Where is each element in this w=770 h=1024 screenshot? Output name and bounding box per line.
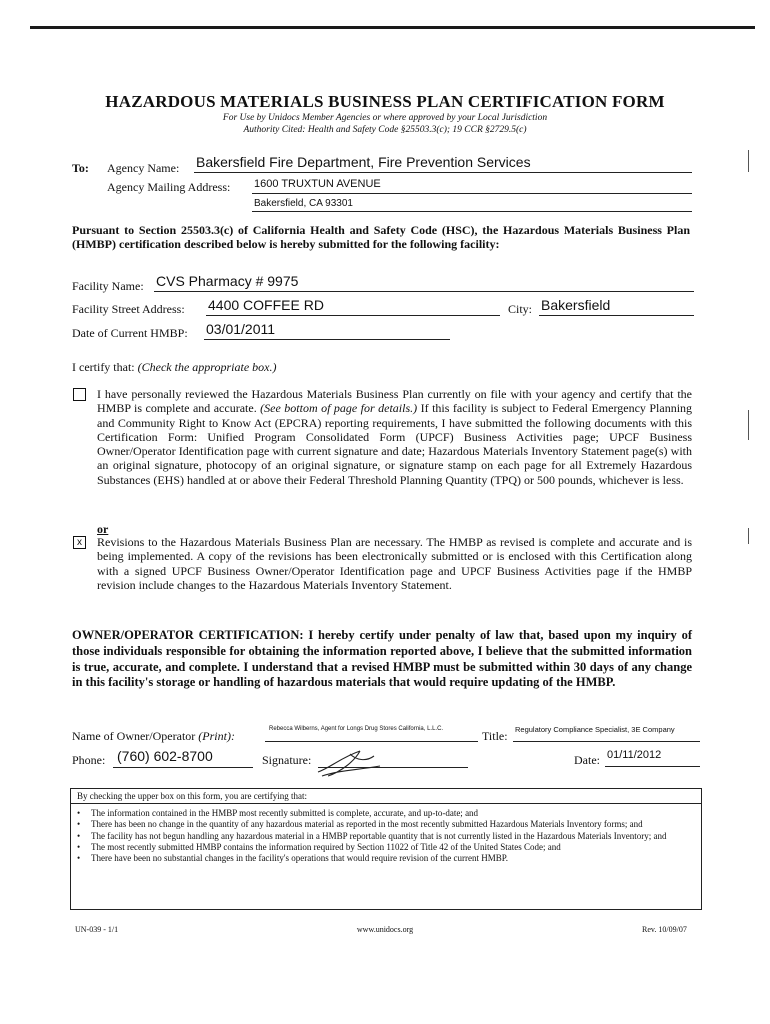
facility-city-value[interactable]: Bakersfield <box>541 297 611 313</box>
hmbp-date-label: Date of Current HMBP: <box>72 326 188 340</box>
footer-url: www.unidocs.org <box>356 925 414 934</box>
scan-edge-mark <box>748 150 749 172</box>
form-subtitle-usage: For Use by Unidocs Member Agencies or where approved by your Local Jurisdiction <box>222 113 548 123</box>
date-label: Date: <box>574 753 600 767</box>
option2-text: Revisions to the Hazardous Materials Business Plan are necessary. The HMBP as revised is complete and accurate and is being implemented. A copy of the revisions has been electronically submitted or is enclosed with this Certification along with a signed UPCF Business Owner/Operator Identification page and UPCF Business Activities page if the HMBP revision include changes to the Hazardous Materials Inventory Statement. <box>97 535 692 592</box>
facility-street-value[interactable]: 4400 COFFEE RD <box>208 297 324 313</box>
handwritten-signature <box>310 746 390 780</box>
details-bullet-3: • The facility has not begun handling any hazardous material in a HMBP reportable quantity that is not currently listed in the Hazardous Materials Inventory; and <box>81 831 695 842</box>
details-bullet-4: • The most recently submitted HMBP contains the information required by Section 11022 of Title 42 of the United States Code; and <box>81 842 695 853</box>
owner-cert-heading: OWNER/OPERATOR CERTIFICATION: <box>72 628 304 642</box>
agency-name-value[interactable]: Bakersfield Fire Department, Fire Prevention Services <box>196 154 531 170</box>
hmbp-date-value[interactable]: 03/01/2011 <box>206 321 276 337</box>
facility-name-underline <box>154 291 694 292</box>
owner-name-underline <box>265 741 478 742</box>
option1-text <box>97 387 692 487</box>
details-intro: By checking the upper box on this form, you are certifying that: <box>77 791 307 801</box>
scan-edge-mark <box>748 528 749 544</box>
certification-details-box <box>70 788 702 910</box>
phone-label: Phone: <box>72 753 106 767</box>
footer-revision: Rev. 10/09/07 <box>642 925 687 934</box>
facility-city-underline <box>539 315 694 316</box>
owner-title-underline <box>513 741 700 742</box>
scan-edge-mark <box>748 410 749 440</box>
certify-label-text: I certify that: <box>72 360 135 374</box>
owner-print-label: (Print): <box>198 729 235 743</box>
hmbp-date-underline <box>204 339 450 340</box>
to-label: To: <box>72 161 89 175</box>
phone-value[interactable]: (760) 602-8700 <box>117 748 213 764</box>
agency-address2-underline <box>252 211 692 212</box>
signature-label: Signature: <box>262 753 312 767</box>
date-underline <box>605 766 700 767</box>
agency-name-underline <box>194 172 692 173</box>
facility-street-label: Facility Street Address: <box>72 302 185 316</box>
owner-name-label-text: Name of Owner/Operator <box>72 729 196 743</box>
owner-title-value[interactable]: Regulatory Compliance Specialist, 3E Company <box>515 725 675 734</box>
form-title: HAZARDOUS MATERIALS BUSINESS PLAN CERTIFICATION FORM <box>105 92 665 111</box>
certify-hint: (Check the appropriate box.) <box>137 360 277 374</box>
option1-epcra: If this facility is subject to Federal Emergency Planning and Community Right to Know Act (EPCRA) reporting requirements, I have submitted the following documents with this Certification Form: Unified Program Consolidated Form (UPCF) Business Activities page; UPCF Business Owner/Operator Identification page with current signature and date; Hazardous Materials Inventory Statement page(s) with an original signature, photocopy of an original signature, or signature stamp on each page for all Extremely Hazardous Substances (EHS) handled at or above their Federal Threshold Planning Quantity (TPQ) or 500 pounds, whichever is less. <box>97 401 693 487</box>
sign-date-value[interactable]: 01/11/2012 <box>607 749 662 761</box>
revisions-necessary-checkbox[interactable]: x <box>73 536 86 549</box>
facility-street-underline <box>206 315 500 316</box>
option1-see-bottom: (See bottom of page for details.) <box>260 401 418 416</box>
option1-statement: I have personally reviewed the Hazardous Materials Business Plan currently on file with your agency and certify that the HMBP is complete and accurate. <box>97 387 692 416</box>
details-bullet-1: • The information contained in the HMBP most recently submitted is complete, accurate, and up-to-date; and <box>81 808 695 819</box>
details-bullet-2: • There has been no change in the quantity of any hazardous material as reported in the most recently submitted Hazardous Materials Inventory forms; and <box>81 819 695 830</box>
agency-address-line2[interactable]: Bakersfield, CA 93301 <box>254 198 353 209</box>
owner-cert-text: I hereby certify under penalty of law that, based upon my inquiry of those individuals responsible for obtaining the information reported above, I believe that the submitted information is true, accurate, and complete. I understand that a revised HMBP must be submitted within 30 days of any change in this facility's storage or handling of hazardous materials that would require updating of the HMBP. <box>72 628 693 690</box>
footer-form-id: UN-039 - 1/1 <box>75 925 119 934</box>
agency-address-label: Agency Mailing Address: <box>107 180 231 194</box>
facility-city-label: City: <box>508 302 533 316</box>
owner-title-label: Title: <box>482 729 508 743</box>
agency-name-label: Agency Name: <box>107 161 180 175</box>
agency-address1-underline <box>252 193 692 194</box>
phone-underline <box>113 767 253 768</box>
details-bullets <box>71 803 701 864</box>
agency-address-line1[interactable]: 1600 TRUXTUN AVENUE <box>254 178 381 190</box>
owner-name-value[interactable]: Rebecca Wilberns, Agent for Longs Drug Stores California, L.L.C. <box>269 726 444 732</box>
owner-certification <box>72 628 692 691</box>
review-current-plan-checkbox[interactable] <box>73 388 86 401</box>
certify-label <box>72 360 277 375</box>
form-subtitle-authority: Authority Cited: Health and Safety Code §25503.3(c); 19 CCR §2729.5(c) <box>243 125 527 135</box>
owner-name-label <box>72 729 235 744</box>
facility-name-value[interactable]: CVS Pharmacy # 9975 <box>156 273 299 289</box>
facility-name-label: Facility Name: <box>72 279 144 293</box>
details-bullet-5: • There have been no substantial changes in the facility's operations that would require revision of the current HMBP. <box>81 853 695 864</box>
pursuant-statement: Pursuant to Section 25503.3(c) of California Health and Safety Code (HSC), the Hazardous Materials Business Plan (HMBP) certification described below is hereby submitted for the following facility: <box>72 223 690 252</box>
or-separator: or <box>97 522 109 536</box>
top-border-line <box>30 26 755 29</box>
